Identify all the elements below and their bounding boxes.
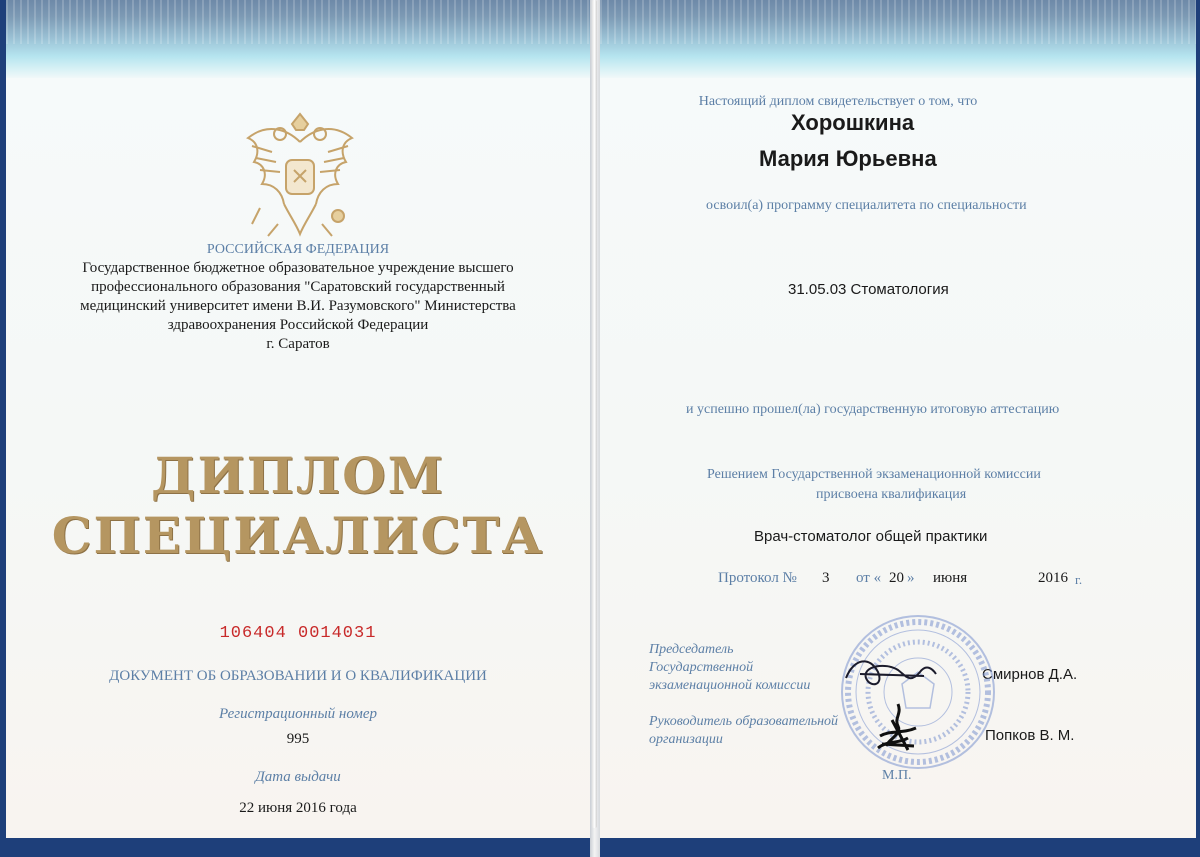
chair-label-line-2: Государственной — [649, 660, 754, 675]
protocol-label: Протокол № — [718, 570, 797, 586]
intro-text: Настоящий диплом свидетельствует о том, что — [698, 94, 978, 109]
institution-line-3: медицинский университет имени В.И. Разумовского" Министерства — [80, 298, 516, 314]
country-name: РОССИЙСКАЯ ФЕДЕРАЦИЯ — [206, 242, 390, 257]
stamp-mark: М.П. — [882, 768, 912, 783]
protocol-number: 3 — [822, 570, 830, 586]
head-name: Попков В. М. — [985, 727, 1075, 744]
chair-label-line-1: Председатель — [649, 642, 734, 657]
signature-rector — [868, 700, 928, 760]
issue-date-value: 22 июня 2016 года — [239, 800, 357, 816]
institution-line-2: профессионального образования "Саратовский государственный — [91, 279, 505, 295]
diploma-title-line-2: СПЕЦИАЛИСТА — [51, 506, 545, 565]
attestation-text: и успешно прошел(ла) государственную итоговую аттестацию — [686, 402, 1060, 417]
binding-cord — [592, 0, 597, 828]
graduate-given-names: Мария Юрьевна — [759, 146, 937, 171]
specialty: 31.05.03 Стоматология — [788, 281, 949, 298]
protocol-from-label: от « — [856, 570, 882, 586]
chair-name: Смирнов Д.А. — [982, 666, 1078, 683]
coat-of-arms-icon — [238, 112, 362, 240]
signature-chairman — [840, 648, 940, 698]
left-page — [6, 0, 590, 838]
protocol-year-suffix: г. — [1075, 572, 1083, 587]
commission-line-1: Решением Государственной экзаменационной комиссии — [707, 467, 1041, 482]
chair-label-line-3: экзаменационной комиссии — [649, 678, 811, 693]
program-text: освоил(а) программу специалитета по специальности — [706, 198, 1027, 213]
institution-line-1: Государственное бюджетное образовательное учреждение высшего — [82, 260, 514, 276]
registration-number: 995 — [286, 731, 310, 747]
diploma-title-line-1: ДИПЛОМ — [150, 446, 446, 505]
left-top-band — [6, 0, 590, 78]
document-type: ДОКУМЕНТ ОБ ОБРАЗОВАНИИ И О КВАЛИФИКАЦИИ — [109, 668, 487, 684]
institution-line-4: здравоохранения Российской Федерации — [167, 317, 429, 333]
right-top-band — [600, 0, 1196, 78]
head-label-line-2: организации — [649, 732, 723, 747]
protocol-month: июня — [933, 570, 968, 586]
protocol-year: 2016 — [1038, 570, 1068, 586]
issue-date-label: Дата выдачи — [255, 769, 341, 785]
qualification: Врач-стоматолог общей практики — [754, 528, 988, 545]
protocol-day: 20 — [889, 570, 904, 586]
commission-line-2: присвоена квалификация — [816, 487, 967, 502]
protocol-day-close: » — [907, 570, 915, 586]
serial-number: 106404 0014031 — [219, 624, 377, 643]
institution-city: г. Саратов — [266, 336, 330, 352]
registration-label: Регистрационный номер — [218, 706, 377, 722]
head-label-line-1: Руководитель образовательной — [649, 714, 839, 729]
graduate-surname: Хорошкина — [791, 110, 915, 135]
